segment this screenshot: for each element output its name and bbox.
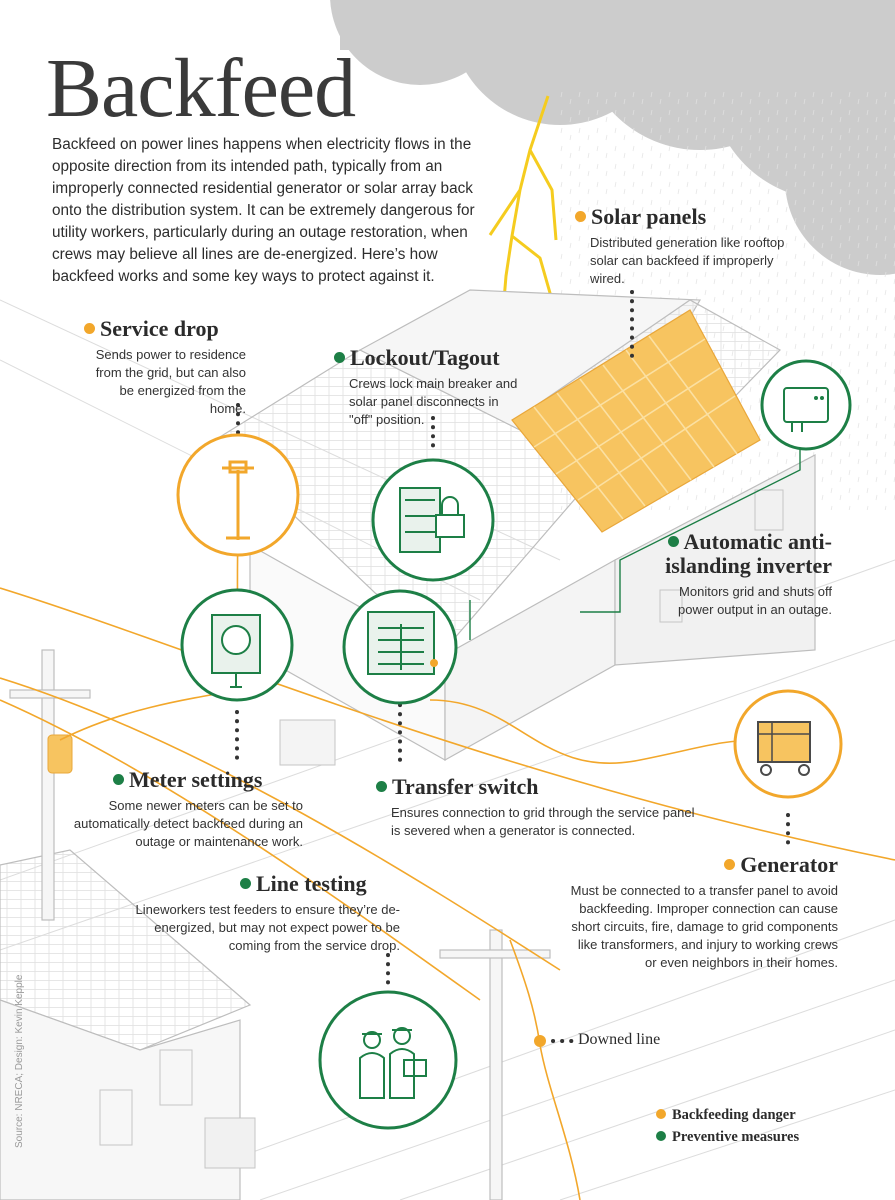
transfer-switch-icon <box>344 591 456 703</box>
preventive-dot <box>656 1131 666 1141</box>
danger-dot <box>724 859 735 870</box>
solar-panels-desc: Distributed generation like rooftop solar can backfeed if improperly wired. <box>590 235 785 286</box>
callout-title <box>568 853 838 877</box>
service-drop-desc: Sends power to residence from the grid, but can also be energized from the home. <box>95 347 246 416</box>
callout-title <box>640 530 832 578</box>
danger-dot <box>84 323 95 334</box>
generator-icon <box>735 691 841 797</box>
callout-title <box>58 768 303 792</box>
downed-line-marker <box>534 1035 546 1047</box>
callout-line-testing <box>125 872 400 955</box>
preventive-dot <box>240 878 251 889</box>
callout-generator <box>568 853 838 972</box>
inverter-icon <box>762 361 850 449</box>
lockout-tagout-title: Lockout/Tagout <box>350 345 500 370</box>
inverter-desc: Monitors grid and shuts off power output in an outage. <box>678 584 832 617</box>
lockout-tagout-icon <box>373 460 493 580</box>
preventive-dot <box>113 774 124 785</box>
callout-title <box>575 205 805 229</box>
meter-icon <box>182 590 292 700</box>
source-credit: Source: NRECA; Design: Kevin Kepple <box>14 974 25 1148</box>
callout-title <box>84 317 254 341</box>
danger-dot <box>575 211 586 222</box>
generator-title: Generator <box>740 852 838 877</box>
callout-transfer-switch <box>376 775 696 840</box>
callout-title <box>376 775 696 799</box>
legend-item-preventive <box>656 1126 799 1148</box>
meter-title: Meter settings <box>129 767 263 792</box>
inverter-title: Automatic anti-islanding inverter <box>665 529 832 578</box>
line-testing-title: Line testing <box>256 871 367 896</box>
callout-service-drop <box>84 317 254 418</box>
preventive-dot <box>668 536 679 547</box>
generator-desc: Must be connected to a transfer panel to avoid backfeeding. Improper connection can cause short circuits, fire, damage to grid components like transformers, and injury to working crews or even neighbors in their homes. <box>570 883 838 970</box>
preventive-dot <box>334 352 345 363</box>
meter-desc: Some newer meters can be set to automatically detect backfeed during an outage or maintenance work. <box>73 798 303 849</box>
legend <box>656 1104 799 1148</box>
callout-meter <box>58 768 303 851</box>
preventive-dot <box>376 781 387 792</box>
intro-text: Backfeed on power lines happens when electricity flows in the opposite direction from its intended path, typically from an improperly connected residential generator or solar array back onto the distribution system. It can be extremely dangerous for utility workers, particularly during an outage restoration, when crews may believe all lines are de-energized. Here’s how backfeed works and some key ways to protect against it. <box>52 136 475 285</box>
callout-lockout-tagout <box>334 346 544 429</box>
legend-item-danger <box>656 1104 799 1126</box>
downed-line-label: Downed line <box>578 1031 661 1048</box>
service-drop-title: Service drop <box>100 316 219 341</box>
callout-solar-panels <box>575 205 805 288</box>
line-testing-desc: Lineworkers test feeders to ensure they’re de-energized, but may not expect power to be coming from the service drop. <box>135 902 400 953</box>
callout-title <box>334 346 544 370</box>
service-drop-icon <box>178 435 298 555</box>
line-testing-icon <box>320 992 456 1128</box>
page-title: Backfeed <box>46 42 356 135</box>
transfer-switch-title: Transfer switch <box>392 774 539 799</box>
solar-panels-title: Solar panels <box>591 204 707 229</box>
danger-dot <box>656 1109 666 1119</box>
callout-inverter <box>640 530 832 619</box>
legend-label: Preventive measures <box>672 1129 800 1145</box>
legend-label: Backfeeding danger <box>672 1107 796 1123</box>
lockout-tagout-desc: Crews lock main breaker and solar panel disconnects in "off" position. <box>349 376 518 427</box>
callout-title <box>125 872 400 896</box>
transfer-switch-desc: Ensures connection to grid through the service panel is severed when a generator is connected. <box>391 805 695 838</box>
